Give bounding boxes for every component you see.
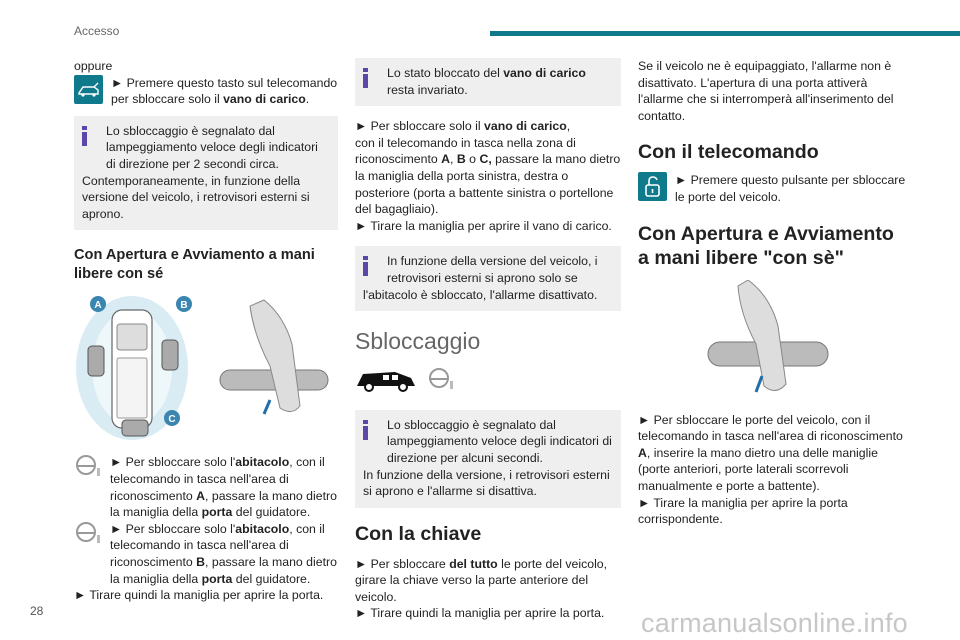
note-lead: In funzione della versione del veicolo, i retrovisori esterni si aprono solo se (387, 254, 598, 285)
t: con il telecomando in tasca nella zona di riconoscimento (355, 135, 576, 167)
b: B (456, 152, 466, 167)
instruction-a (110, 454, 338, 520)
column-3 (638, 58, 906, 528)
load-bay-paragraph (355, 118, 621, 218)
info-note-2 (355, 58, 621, 106)
zone-label-b: B (180, 300, 188, 312)
unlock-padlock-icon (638, 172, 667, 201)
oppure-text: oppure (74, 59, 113, 73)
zone-label-a: A (94, 300, 102, 312)
hands-free-heading-2: Con Apertura e Avviamento a mani libere "con sè" (638, 222, 894, 269)
t: del guidatore. (232, 505, 311, 520)
t: ► Per sbloccare solo l' (110, 455, 236, 470)
hands-free-instruction (638, 412, 906, 495)
with-key-heading: Con la chiave (355, 522, 482, 545)
alarm-paragraph: Se il veicolo ne è equipaggiato, l'allarme non è disattivato. L'apertura di una porta attiverà l'allarme che si interromperà all'inserimento del contatto. (638, 59, 894, 123)
t: del guidatore. (232, 571, 311, 586)
instruction-c: ► Tirare quindi la maniglia per aprire la porta. (74, 588, 324, 603)
info-icon (363, 256, 368, 276)
t: passare la mano dietro la maniglia della porta sinistra, destra o posteriore (porta a battente sinistra o portellone del bagagliaio). (355, 152, 621, 217)
t: ► Per sbloccare solo l' (110, 521, 236, 536)
steering-wheel-icon (74, 454, 102, 478)
b: vano di carico (484, 119, 567, 134)
key-paragraph (355, 556, 621, 606)
b: A (441, 152, 451, 167)
b: abitacolo (235, 455, 290, 470)
b: porta (201, 571, 233, 586)
instruction-end: . (305, 92, 310, 107)
page-number: 28 (30, 604, 44, 618)
column-1 (74, 58, 338, 604)
note-rest: l'abitacolo è sbloccato, l'allarme disattivato. (363, 287, 598, 302)
zone-label-c: C (168, 414, 176, 426)
header-accent-bar (490, 31, 960, 36)
watermark: carmanualsonline.info (641, 608, 908, 638)
t: o (465, 152, 480, 167)
note-rest: Contemporaneamente, in funzione della versione del veicolo, i retrovisori esterni si aprono. (82, 173, 310, 221)
note-rest: In funzione della versione, i retrovisori esterni si aprono e l'allarme si disattiva. (363, 467, 610, 499)
note-lead (363, 65, 613, 98)
instruction-row-b (74, 521, 338, 587)
info-note-1 (74, 116, 338, 231)
t: Lo stato bloccato del (387, 66, 504, 80)
load-bay-button-row (74, 75, 338, 108)
load-bay-instruction (111, 75, 338, 108)
t: le porte del veicolo, girare la chiave verso la parte anteriore del veicolo. (355, 556, 608, 604)
steering-wheel-icon (74, 521, 102, 545)
instruction-b (110, 521, 338, 587)
van-rear-open-icon (74, 75, 103, 104)
remote-instruction: ► Premere questo pulsante per sbloccare le porte del veicolo. (675, 173, 906, 204)
b: B (196, 554, 206, 569)
info-note-3 (355, 246, 621, 311)
info-note-4 (355, 410, 621, 508)
b: C, (479, 152, 492, 167)
remote-button-row (638, 172, 906, 205)
hands-free-heading: Con Apertura e Avviamento a mani libere con sé (74, 247, 315, 283)
note-lead: Lo sbloccaggio è segnalato dal lampeggiamento veloce degli indicatori di direzione per alcuni secondi. (387, 417, 612, 465)
b: porta (201, 505, 233, 520)
steering-wheel-icon (427, 367, 455, 391)
vehicle-icons-row (355, 366, 621, 392)
remote-heading: Con il telecomando (638, 141, 819, 164)
pull-door-text: ► Tirare la maniglia per aprire la porta corrispondente. (638, 495, 848, 527)
running-header: Accesso (74, 24, 120, 38)
t: , passare la mano dietro la maniglia della (110, 488, 337, 520)
t: , (566, 119, 571, 134)
b: A (638, 445, 647, 460)
pull-handle-text: ► Tirare la maniglia per aprire il vano di carico. (355, 218, 612, 233)
key-pull-text: ► Tirare quindi la maniglia per aprire la porta. (355, 606, 605, 621)
info-icon (363, 68, 368, 88)
instruction-row-a (74, 454, 338, 520)
instruction-text: ► Premere questo tasto sul telecomando per sbloccare solo il (111, 75, 338, 107)
note-lead: Lo sbloccaggio è segnalato dal lampeggiamento veloce degli indicatori di direzione per 2 secondi circa. (106, 123, 318, 171)
hand-handle-figure (638, 280, 906, 398)
t: , (450, 152, 457, 167)
b: abitacolo (235, 521, 290, 536)
t: , con il telecomando in tasca nell'area di riconoscimento (110, 521, 325, 569)
instruction-bold: vano di carico (223, 92, 306, 107)
hands-free-figure (74, 296, 338, 444)
van-icon (355, 366, 417, 392)
t: , passare la mano dietro la maniglia della (110, 554, 337, 586)
b: vano di carico (503, 66, 586, 80)
info-icon (363, 420, 368, 440)
b: A (196, 488, 206, 503)
zones-diagram (74, 296, 338, 444)
t: resta invariato. (387, 82, 468, 97)
t: ► Per sbloccare (355, 556, 450, 571)
t: , inserire la mano dietro una delle maniglie (porte anteriori, porte laterali scorrevoli manualmente e porte a battente). (638, 445, 878, 493)
b: del tutto (449, 556, 498, 571)
column-2 (355, 58, 621, 622)
t: , con il telecomando in tasca nell'area di riconoscimento (110, 455, 325, 503)
info-icon (82, 126, 87, 146)
unlocking-heading: Sbloccaggio (355, 328, 481, 355)
t: ► Per sbloccare le porte del veicolo, con il telecomando in tasca nell'area di riconoscimento (638, 412, 903, 444)
t: ► Per sbloccare solo il (355, 119, 485, 134)
